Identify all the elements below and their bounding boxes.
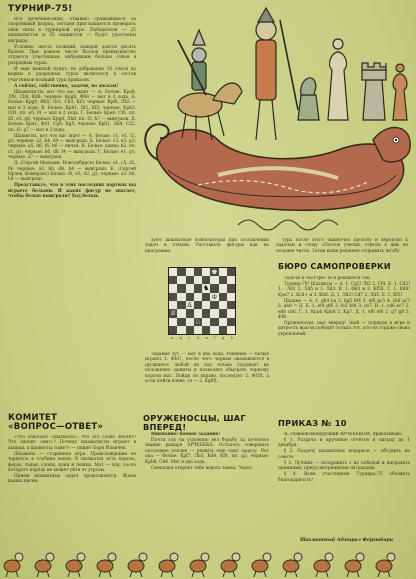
board-square xyxy=(202,293,210,301)
chess-diagram xyxy=(168,267,236,351)
board-square xyxy=(169,293,177,301)
paragraph: зуют шахматные композиторы при составлении задач и этюдов. Расставьте фигуры как на диаграмме. xyxy=(145,238,269,254)
problem-intro-mid xyxy=(145,238,269,260)
board-file-labels xyxy=(168,336,236,340)
board-square xyxy=(210,284,218,292)
board-square xyxy=(169,318,177,326)
board-square xyxy=(210,318,218,326)
board-square xyxy=(219,326,227,334)
order-text xyxy=(278,432,410,538)
footer-figure-icon xyxy=(4,553,23,577)
board-square xyxy=(219,309,227,317)
board-square xyxy=(202,309,210,317)
paragraph: Смекалка откроет тебе ворота замка. Через xyxy=(151,465,252,471)
board-square xyxy=(194,309,202,317)
paragraph: Почти год ты усиленно вел борьбу за почетное звание рыцаря АРЧЕБЕКА. Осталось совершить последнее усилие — решить еще одну задачу. Вот она — белые: Kpf7, Лb3, Kd4, Kf8, пп. g2; черные: Kph8, Cd4. Мат в два хода. xyxy=(145,438,269,465)
chess-piece-icon: ♙ xyxy=(186,301,193,309)
board-square xyxy=(194,268,202,276)
board-square xyxy=(194,293,202,301)
paragraph: «Что означает «шахматы», что это слово значит? Что значит «мат»? Почему шахматисты играют в шашки, а шашисты тоже?» — пишет Боря Ильичев. xyxy=(8,435,136,451)
chess-piece-icon: ♕ xyxy=(169,309,177,318)
board-square xyxy=(227,276,235,284)
board-square xyxy=(169,276,177,284)
paragraph: § 1. Раздача и вручение отчетов и наград до 1 декабря. xyxy=(278,438,410,449)
knights-title: ОРУЖЕНОСЦЫ, ШАГ ВПЕРЕД! xyxy=(143,413,246,432)
board-square xyxy=(227,268,235,276)
paragraph: Турнир-70! Шахматы — А. 1. Cg5! Лf2 2. Cf4. Б. 1. Cd2! 1... Лd1 2. Лd5 и 3. Лd3. В. 1. Фd3 и 2. Kf5X. Г. 1. Kd6! Kpe7 2. Kc8+ и 3. Kb8. Д. 1. Лd2! Cd7 2. Лd5. Е. 1. Kf3! xyxy=(278,282,410,298)
paragraph: Шашисты, вот что вас ждет — А. Белые: c1, e1, f2, g3; черные: a3, b4, d4 — выигрыш. Б. Белые: c3, e3, g3; черные: a5, d6, f6, h6 — ничья. В. Белые: дамка h2, пп. c1, g1; черные: b6, d6, f4 — выигрыш. Г. Белые: e1, g1; черные: a7 — выигрыш. xyxy=(8,133,136,161)
board-square xyxy=(169,284,177,292)
board-square xyxy=(219,284,227,292)
chess-piece-icon: ♔ xyxy=(211,292,218,301)
paragraph: Шахматы — старинная игра. Происхождение ее теряется в глубине веков. В шахматах есть король, ферзь, ладьи, слоны, кони и пешки. Мат — ход, после которого король не может уйти от угрозы. xyxy=(8,451,136,474)
board-square xyxy=(169,326,177,334)
board-square xyxy=(186,301,194,309)
committee-title: КОМИТЕТ «ВОПРОС—ОТВЕТ» xyxy=(8,413,104,432)
paragraph: Д. (Сергей Мальцев, Новосибирск) Белые: e1, c5, d2, f4; черные: a3, b6, d8, h4 — выигрыш. Е. (Сергей Орлов, Кемерово) Белые: f6, e5, d2, g3; черные: a3, b6, h4 — выигрыш. xyxy=(8,161,136,183)
footer-figure-icon xyxy=(283,553,302,577)
paragraph: А сейчас, собственно, задачи, по доскам! xyxy=(14,83,119,89)
board-square xyxy=(177,301,185,309)
chess-piece-icon: ♘ xyxy=(194,317,202,326)
board-square xyxy=(202,276,210,284)
paragraph: тура после этого ошибочно просьбу и вероятно к задачам и слову «Постов учетки, ответы в дни не позднее числа. Затем ваше решение отправить штабу. xyxy=(276,238,408,254)
board-square xyxy=(210,293,218,301)
board-square xyxy=(177,293,185,301)
board-square xyxy=(227,318,235,326)
file-label: b xyxy=(179,336,182,340)
board-square xyxy=(194,284,202,292)
footer-figure-icon xyxy=(159,553,178,577)
footer-figure-icon xyxy=(221,553,240,577)
board-square xyxy=(202,268,210,276)
board-square xyxy=(219,276,227,284)
board-square xyxy=(227,301,235,309)
board-square xyxy=(186,318,194,326)
paragraph: Представьте, что в этих последних партиях вы играете белыми. И каких фигур не хватает, чтобы белые выиграли? Ход белых. xyxy=(8,183,136,200)
file-label: h xyxy=(230,336,233,340)
paragraph: § 2. Раздачу шахматных подарков — обсудить на совете. xyxy=(278,449,410,460)
file-label: c xyxy=(188,336,191,340)
board-square xyxy=(169,309,177,317)
board-square xyxy=(227,293,235,301)
board-square xyxy=(210,326,218,334)
bureau-text xyxy=(278,276,410,414)
board-square xyxy=(186,293,194,301)
board-square xyxy=(194,301,202,309)
board-square xyxy=(186,309,194,317)
board-square xyxy=(227,326,235,334)
board-square xyxy=(227,284,235,292)
board-square xyxy=(202,326,210,334)
chess-piece-icon: ♞ xyxy=(202,284,210,293)
board-square xyxy=(186,268,194,276)
committee-text xyxy=(8,435,136,545)
paragraph: Я, славнокомандующий АРЧЕБЕКОМ, приказываю: xyxy=(284,432,403,437)
board-square xyxy=(194,326,202,334)
footer-figures-decoration xyxy=(0,548,416,579)
chess-pieces-dragon-illustration xyxy=(138,0,416,236)
board-square xyxy=(186,326,194,334)
file-label: g xyxy=(221,336,225,340)
board-square xyxy=(169,301,177,309)
order-signature: Шахматный Адмирал Фергюбари xyxy=(300,538,394,543)
board-square xyxy=(219,301,227,309)
bureau-title: БЮРО САМОПРОВЕРКИ xyxy=(278,262,391,271)
board-square xyxy=(202,284,210,292)
paragraph: Шахматисты, вот что вас ждет — А. Белые: Kpa8, Лf8, Cb8, Kd8; черные: Kpg8, Фh8 — мат в 2 хода. Б. Белые: Kpg4, Фb5, Лc1, Cd3, Kf3; черные: Kpf6, Лh5 — мат в 3 хода. В. Белые: Kph1, Лf1, Kf2; черные: Kph3, Cd1, пп. e5, f4 — мат в 2 хода. Г. Белые: Kpe6, Cf6, пп. d3, e5, g6; черные: Kpg8, Лh8, пп. f3, h7 — выигрыш. Д. Белые: Kpa1, Фd1, Cg8, Kg5; черные: Kph1, Лb4, Cd2, пп. f3, g7 — мат в 2 хода. xyxy=(8,89,136,133)
paragraph: Внимание: боевое задание! xyxy=(151,432,221,437)
board-square xyxy=(177,276,185,284)
chess-board xyxy=(168,267,236,335)
footer-figure-icon xyxy=(35,553,54,577)
paragraph: Задачи в «Костре» № 8 решаются так. xyxy=(284,276,371,281)
footer-figure-icon xyxy=(128,553,147,577)
file-label: e xyxy=(205,336,208,340)
file-label: d xyxy=(196,336,200,340)
board-square xyxy=(219,318,227,326)
board-square xyxy=(219,293,227,301)
footer-figure-icon xyxy=(190,553,209,577)
paragraph: § 3. Лучших — поздравить с их победой и наградить премиями, предусмотренными наградами. xyxy=(278,460,410,472)
board-square xyxy=(210,268,218,276)
footer-figure-icon xyxy=(97,553,116,577)
tournament-text xyxy=(8,17,136,412)
order-title: ПРИКАЗ № 10 xyxy=(278,418,347,428)
file-label: a xyxy=(171,336,174,340)
board-square xyxy=(177,284,185,292)
board-square xyxy=(194,276,202,284)
board-square xyxy=(202,318,210,326)
board-square xyxy=(227,309,235,317)
footer-figure-icon xyxy=(376,553,395,577)
board-square xyxy=(219,268,227,276)
board-square xyxy=(202,301,210,309)
footer-figure-icon xyxy=(252,553,271,577)
board-square xyxy=(177,318,185,326)
knights-text xyxy=(145,432,269,545)
board-square xyxy=(186,276,194,284)
board-square xyxy=(177,309,185,317)
paragraph: Все арчебекисовцы, отважно сражавшиеся за спортивный разряд, сегодня приглашаются проверить свои силы в турнирной игре. Победители — 25 шахматистов и 25 шашистов — будут удостоены награды. xyxy=(8,17,136,44)
file-label: f xyxy=(214,336,216,340)
chess-problem-text xyxy=(145,352,269,412)
board-square xyxy=(177,268,185,276)
paragraph: Задание тут — мат в два хода. Решение — белые играют 1. Фb1!, после чего черные оказываются в цугцванге: любой их ход только ухудшает их положение защиты и позволяет обыграть черному короля мат. Пойди он вправо, последует 2. Фf1X, а если пойти влево, то — 2. Kg6X. xyxy=(145,352,269,385)
board-square xyxy=(177,326,185,334)
paragraph: Шашки — А. 1. gh4 ba 2. hg5 hf4 3. ef6 gc5 4. cb6 ac7 5. ab8 = Д. Б. 1. ef4 gf6 2. fe5 fd4 3. ce7. В. 1. cd6 ec7 2. ed6 cb6. Г. 1. Kpa6 Kpb8 2. Kp7. Д. 1. ef6 ef6 2. g7 g8 3. Фf8. xyxy=(278,298,410,321)
paragraph: Оруженосцы, шаг вперед! Знай — порядок в игре и хитрость врагов победят только тот, кто на страже своих укреплений. xyxy=(278,321,410,337)
board-square xyxy=(169,268,177,276)
board-square xyxy=(194,318,202,326)
board-square xyxy=(186,284,194,292)
paragraph: И еще важный пункт: не добравшие 16 очков до нормы в разрядных турах включатся в состав участников позиций тура приказов. xyxy=(8,66,136,83)
paragraph: Условия: шесть позиций, каждой дается десять баллов. При равном числе баллов преимущество отдается участникам, набравшим больше очков в разрядных турах. xyxy=(8,44,136,66)
paragraph: Прием шахматных задач продолжается. Ждем ваших писем. xyxy=(8,474,136,485)
footer-figure-icon xyxy=(345,553,364,577)
problem-intro-right xyxy=(276,238,408,260)
footer-figure-icon xyxy=(66,553,85,577)
board-square xyxy=(210,301,218,309)
board-square xyxy=(210,276,218,284)
tournament-title: ТУРНИР-75! xyxy=(8,4,73,14)
footer-figure-icon xyxy=(314,553,333,577)
board-square xyxy=(210,309,218,317)
paragraph: § 4. Всем участникам Турнира-75 объявить благодарность! xyxy=(278,472,410,483)
chess-piece-icon: ♚ xyxy=(211,268,218,276)
